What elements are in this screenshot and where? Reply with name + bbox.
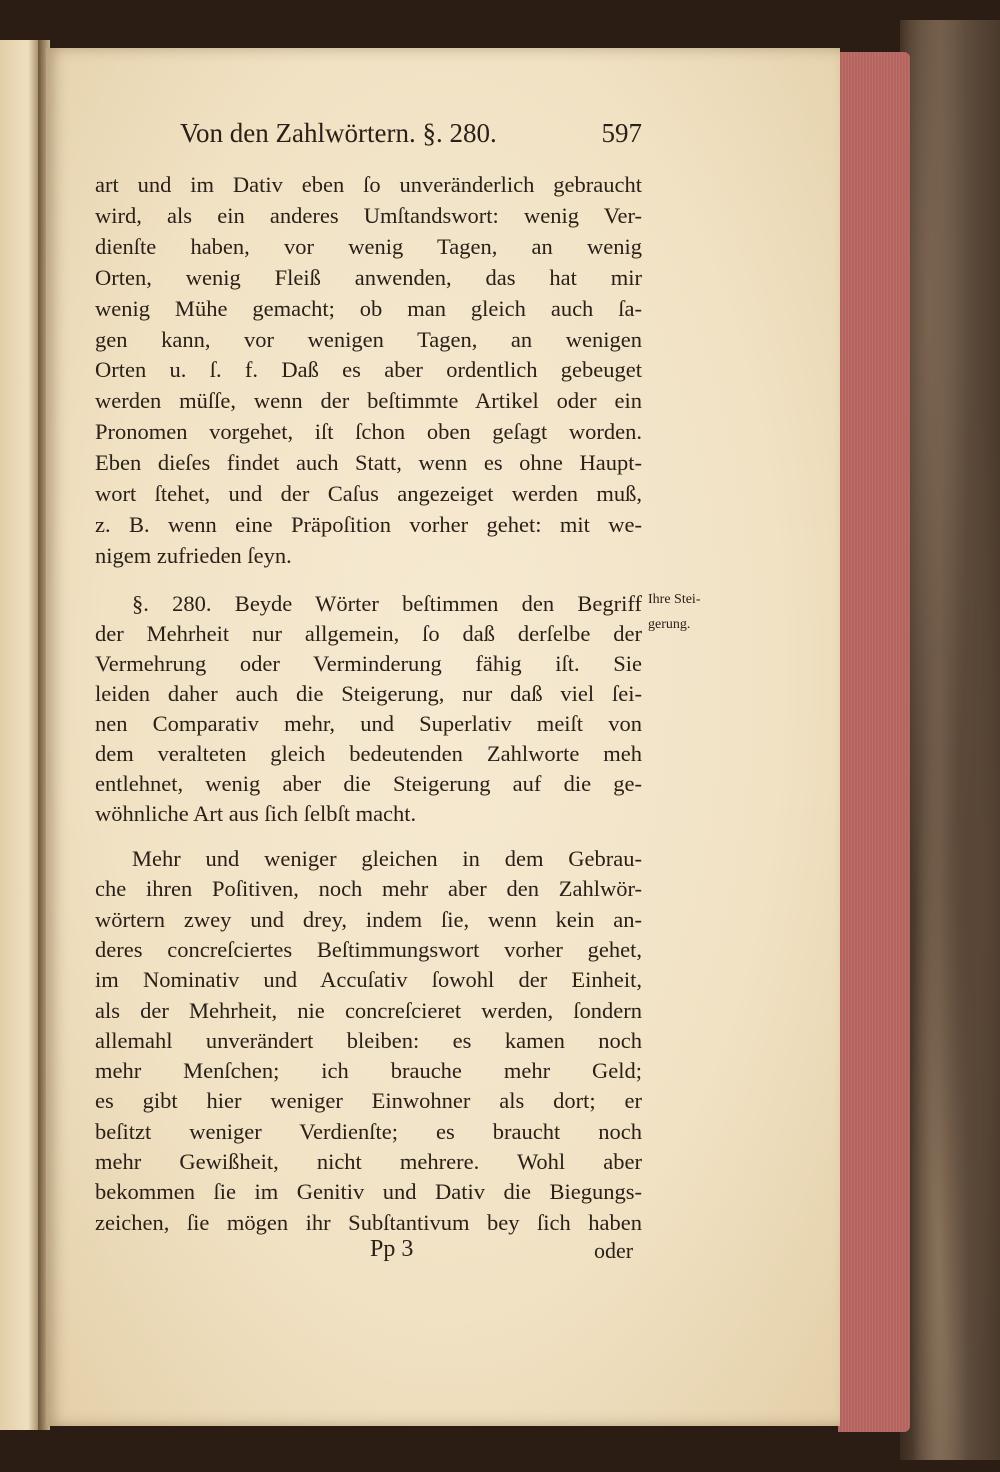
- text-line: gen kann, vor wenigen Tagen, an wenigen: [95, 326, 642, 352]
- text-line: deres concreſciertes Beſtimmungswort vorher gehet,: [95, 936, 642, 962]
- marbled-cover-board: [900, 20, 1000, 1460]
- text-line: dienſte haben, vor wenig Tagen, an wenig: [95, 233, 642, 259]
- text-line: es gibt hier weniger Einwohner als dort; er: [95, 1088, 642, 1114]
- text-line: Pronomen vorgehet, iſt ſchon oben geſagt worden.: [95, 419, 642, 445]
- text-line: leiden daher auch die Steigerung, nur daß viel ſei-: [95, 681, 642, 706]
- text-line: der Mehrheit nur allgemein, ſo daß derſelbe der: [95, 621, 642, 646]
- red-page-edges: [838, 52, 910, 1432]
- text-line: Vermehrung oder Verminderung fähig iſt. Sie: [95, 651, 642, 676]
- signature-mark: Pp 3: [370, 1236, 414, 1262]
- text-line: als der Mehrheit, nie concreſcieret werden, ſondern: [95, 997, 642, 1023]
- text-line: Orten, wenig Fleiß anwenden, das hat mir: [95, 264, 642, 290]
- running-header: [180, 118, 642, 158]
- text-line: Eben dieſes findet auch Statt, wenn es ohne Haupt-: [95, 450, 642, 476]
- text-line: beſitzt weniger Verdienſte; es braucht noch: [95, 1118, 642, 1144]
- margin-note-line: Ihre Stei-: [648, 592, 701, 607]
- text-line: art und im Dativ eben ſo unveränderlich gebraucht: [95, 172, 642, 197]
- text-line: dem veralteten gleich bedeutenden Zahlworte meh: [95, 741, 642, 766]
- text-line: werden müſſe, wenn der beſtimmte Artikel oder ein: [95, 388, 642, 414]
- text-line: z. B. wenn eine Präpoſition vorher gehet: mit we-: [95, 511, 642, 537]
- text-line: nigem zufrieden ſeyn.: [95, 542, 292, 568]
- text-line: Mehr und weniger gleichen in dem Gebrau-: [132, 846, 642, 871]
- text-line: mehr Menſchen; ich brauche mehr Geld;: [95, 1058, 642, 1084]
- text-line: §. 280. Beyde Wörter beſtimmen den Begriff: [132, 591, 642, 616]
- text-line: che ihren Poſitiven, noch mehr aber den Zahlwör-: [95, 876, 642, 902]
- running-title: Von den Zahlwörtern. §. 280.: [180, 118, 497, 148]
- left-page-edge: [0, 40, 40, 1430]
- text-line: wöhnliche Art aus ſich ſelbſt macht.: [95, 801, 417, 826]
- text-line: wörtern zwey und drey, indem ſie, wenn kein an-: [95, 906, 642, 932]
- text-line: bekommen ſie im Genitiv und Dativ die Biegungs-: [95, 1179, 642, 1205]
- text-line: wenig Mühe gemacht; ob man gleich auch ſa-: [95, 295, 642, 321]
- text-line: zeichen, ſie mögen ihr Subſtantivum bey ſich haben: [95, 1209, 642, 1235]
- margin-note-line: gerung.: [648, 617, 691, 632]
- text-line: im Nominativ und Accuſativ ſowohl der Einheit,: [95, 967, 642, 993]
- text-line: mehr Gewißheit, nicht mehrere. Wohl aber: [95, 1149, 642, 1174]
- text-line: allemahl unverändert bleiben: es kamen noch: [95, 1027, 642, 1053]
- text-line: entlehnet, wenig aber die Steigerung auf die ge-: [95, 771, 642, 796]
- text-line: nen Comparativ mehr, und Superlativ meiſt von: [95, 711, 642, 736]
- text-line: Orten u. ſ. f. Daß es aber ordentlich gebeuget: [95, 357, 642, 383]
- text-line: wird, als ein anderes Umſtandswort: wenig Ver-: [95, 202, 642, 228]
- page-number: 597: [601, 118, 642, 148]
- text-line: wort ſtehet, und der Caſus angezeiget werden muß,: [95, 481, 642, 506]
- catchword: oder: [594, 1238, 634, 1263]
